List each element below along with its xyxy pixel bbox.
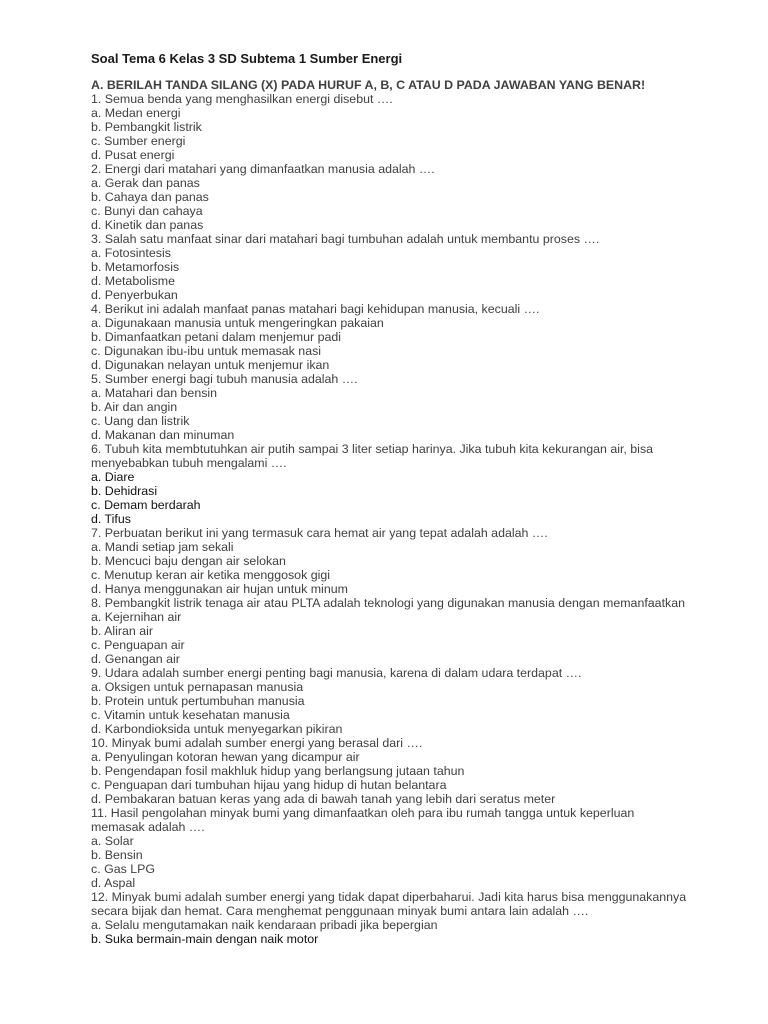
answer-option: c. Digunakan ibu-ibu untuk memasak nasi bbox=[91, 344, 322, 358]
answer-option: a. Selalu mengutamakan naik kendaraan pribadi jika bepergian bbox=[91, 918, 438, 932]
answer-option: d. Penyerbukan bbox=[91, 288, 178, 302]
answer-option: a. Fotosintesis bbox=[91, 246, 171, 260]
answer-option: b. Dehidrasi bbox=[91, 484, 158, 498]
answer-option: a. Oksigen untuk pernapasan manusia bbox=[91, 680, 304, 694]
answer-option: c. Sumber energi bbox=[91, 134, 186, 148]
answer-option: c. Penguapan dari tumbuhan hijau yang hidup di hutan belantara bbox=[91, 778, 447, 792]
answer-option: d. Tifus bbox=[91, 512, 131, 526]
question-text: 4. Berikut ini adalah manfaat panas matahari bagi kehidupan manusia, kecuali …. bbox=[91, 302, 540, 316]
question-text: 9. Udara adalah sumber energi penting bagi manusia, karena di dalam udara terdapat …. bbox=[91, 666, 582, 680]
question-text: 6. Tubuh kita membtutuhkan air putih sampai 3 liter setiap harinya. Jika tubuh kita kekurangan air, bisa bbox=[91, 442, 654, 456]
answer-option: a. Solar bbox=[91, 834, 134, 848]
answer-option: d. Digunakan nelayan untuk menjemur ikan bbox=[91, 358, 330, 372]
answer-option: d. Aspal bbox=[91, 876, 136, 890]
answer-option: c. Demam berdarah bbox=[91, 498, 201, 512]
answer-option: d. Kinetik dan panas bbox=[91, 218, 204, 232]
question-list bbox=[91, 78, 731, 946]
answer-option: b. Metamorfosis bbox=[91, 260, 180, 274]
answer-option: c. Gas LPG bbox=[91, 862, 156, 876]
answer-option: b. Aliran air bbox=[91, 624, 153, 638]
question-text: 11. Hasil pengolahan minyak bumi yang dimanfaatkan oleh para ibu rumah tangga untuk keperluan bbox=[91, 806, 635, 820]
answer-option: b. Dimanfaatkan petani dalam menjemur padi bbox=[91, 330, 342, 344]
answer-option: a. Medan energi bbox=[91, 106, 181, 120]
question-text: 12. Minyak bumi adalah sumber energi yang tidak dapat diperbaharui. Jadi kita harus bisa menggunakannya bbox=[91, 890, 687, 904]
answer-option: b. Pengendapan fosil makhluk hidup yang berlangsung jutaan tahun bbox=[91, 764, 465, 778]
answer-option: menyebabkan tubuh mengalami …. bbox=[91, 456, 287, 470]
answer-option: a. Mandi setiap jam sekali bbox=[91, 540, 234, 554]
answer-option: d. Makanan dan minuman bbox=[91, 428, 235, 442]
question-text: 3. Salah satu manfaat sinar dari matahari bagi tumbuhan adalah untuk membantu proses …. bbox=[91, 232, 600, 246]
instruction-heading: A. BERILAH TANDA SILANG (X) PADA HURUF A, B, C ATAU D PADA JAWABAN YANG BENAR! bbox=[91, 78, 646, 92]
answer-option: d. Metabolisme bbox=[91, 274, 176, 288]
answer-option: secara bijak dan hemat. Cara menghemat penggunaan minyak bumi antara lain adalah …. bbox=[91, 904, 589, 918]
answer-option: a. Penyulingan kotoran hewan yang dicampur air bbox=[91, 750, 360, 764]
answer-option: a. Diare bbox=[91, 470, 135, 484]
answer-option: d. Karbondioksida untuk menyegarkan pikiran bbox=[91, 722, 343, 736]
answer-option: c. Bunyi dan cahaya bbox=[91, 204, 203, 218]
answer-option: d. Genangan air bbox=[91, 652, 180, 666]
answer-option: b. Bensin bbox=[91, 848, 143, 862]
answer-option: a. Matahari dan bensin bbox=[91, 386, 218, 400]
answer-option: b. Cahaya dan panas bbox=[91, 190, 209, 204]
question-text: 7. Perbuatan berikut ini yang termasuk cara hemat air yang tepat adalah adalah …. bbox=[91, 526, 548, 540]
question-text: 1. Semua benda yang menghasilkan energi disebut …. bbox=[91, 92, 393, 106]
question-text: 8. Pembangkit listrik tenaga air atau PLTA adalah teknologi yang digunakan manusia dengan memanfaatkan bbox=[91, 596, 685, 610]
answer-option: a. Gerak dan panas bbox=[91, 176, 200, 190]
answer-option: b. Mencuci baju dengan air selokan bbox=[91, 554, 286, 568]
answer-option: c. Uang dan listrik bbox=[91, 414, 190, 428]
question-text: 2. Energi dari matahari yang dimanfaatkan manusia adalah …. bbox=[91, 162, 435, 176]
question-text: 5. Sumber energi bagi tubuh manusia adalah …. bbox=[91, 372, 358, 386]
answer-option: d. Pusat energi bbox=[91, 148, 175, 162]
answer-option: c. Menutup keran air ketika menggosok gigi bbox=[91, 568, 330, 582]
answer-option: c. Vitamin untuk kesehatan manusia bbox=[91, 708, 290, 722]
answer-option: b. Suka bermain-main dengan naik motor bbox=[91, 932, 319, 946]
answer-option: a. Kejernihan air bbox=[91, 610, 182, 624]
answer-option: memasak adalah …. bbox=[91, 820, 205, 834]
answer-option: a. Digunakaan manusia untuk mengeringkan pakaian bbox=[91, 316, 384, 330]
answer-option: b. Protein untuk pertumbuhan manusia bbox=[91, 694, 305, 708]
answer-option: d. Hanya menggunakan air hujan untuk minum bbox=[91, 582, 348, 596]
question-text: 10. Minyak bumi adalah sumber energi yang berasal dari …. bbox=[91, 736, 423, 750]
page-title: Soal Tema 6 Kelas 3 SD Subtema 1 Sumber Energi bbox=[91, 51, 403, 66]
answer-option: d. Pembakaran batuan keras yang ada di bawah tanah yang lebih dari seratus meter bbox=[91, 792, 556, 806]
answer-option: c. Penguapan air bbox=[91, 638, 185, 652]
answer-option: b. Pembangkit listrik bbox=[91, 120, 202, 134]
answer-option: b. Air dan angin bbox=[91, 400, 178, 414]
